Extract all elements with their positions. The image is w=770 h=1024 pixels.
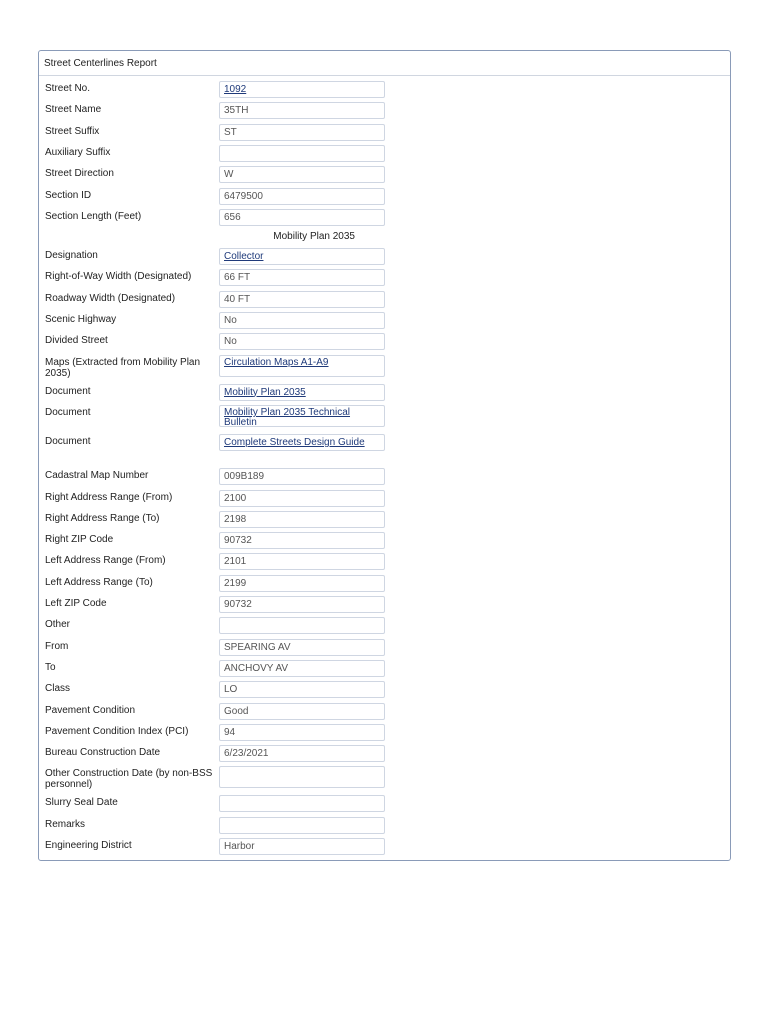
table-row: [39, 552, 730, 573]
table-row: [39, 531, 730, 552]
field-value: [219, 766, 385, 788]
field-label: Engineering District: [45, 840, 132, 851]
table-row: [39, 187, 730, 208]
field-value: [219, 355, 385, 377]
field-label: To: [45, 661, 56, 673]
field-value: [219, 248, 385, 265]
field-label: Street Direction: [45, 168, 114, 180]
table-row: [39, 404, 730, 425]
field-value: 90732: [219, 596, 385, 613]
section-mobility-plan: Mobility Plan 2035: [273, 231, 355, 243]
field-label: Left ZIP Code: [45, 598, 107, 609]
field-label: Section Length (Feet): [45, 210, 142, 222]
field-value: [219, 81, 385, 98]
field-link[interactable]: 1092: [224, 84, 247, 95]
table-row: [39, 208, 730, 229]
field-value: ST: [219, 124, 385, 141]
field-value: [219, 434, 385, 451]
table-row: [39, 354, 730, 379]
field-value: Good: [219, 703, 385, 720]
table-row: [39, 489, 730, 510]
field-value: 2100: [219, 490, 385, 507]
field-value: No: [219, 333, 385, 350]
table-row: [39, 744, 730, 765]
title-divider: [39, 75, 730, 76]
table-row: [39, 794, 730, 815]
field-label: Slurry Seal Date: [45, 797, 118, 809]
table-row: [39, 433, 730, 454]
table-row: [39, 638, 730, 659]
field-label: Street No.: [45, 83, 91, 94]
field-label: Bureau Construction Date: [45, 747, 161, 759]
field-label: Other Construction Date (by non-BSS personnel): [45, 768, 213, 791]
field-value: 009B189: [219, 468, 385, 485]
table-row: [39, 574, 730, 595]
field-label: Document: [45, 385, 91, 397]
table-row: [39, 165, 730, 186]
field-value: 2198: [219, 511, 385, 528]
field-label: Class: [45, 683, 71, 695]
field-value: 2199: [219, 575, 385, 592]
field-label: Document: [45, 406, 91, 418]
field-value: [219, 145, 385, 162]
field-value: 90732: [219, 532, 385, 549]
street-centerlines-report-panel: [38, 50, 731, 861]
field-label: Roadway Width (Designated): [45, 292, 176, 304]
table-row: [39, 659, 730, 680]
field-label: Right-of-Way Width (Designated): [45, 271, 192, 283]
field-value: W: [219, 166, 385, 183]
field-label: Pavement Condition Index (PCI): [45, 725, 189, 737]
field-label: Divided Street: [45, 335, 108, 347]
field-value: 94: [219, 724, 385, 741]
field-label: Scenic Highway: [45, 314, 117, 325]
table-row: [39, 723, 730, 744]
field-value: [219, 405, 385, 427]
table-row: [39, 247, 730, 268]
table-row: [39, 332, 730, 353]
field-value: 35TH: [219, 102, 385, 119]
field-label: Section ID: [45, 189, 92, 201]
table-row: [39, 816, 730, 837]
table-row: [39, 123, 730, 144]
field-label: Auxiliary Suffix: [45, 146, 111, 158]
report-title: Street Centerlines Report: [44, 58, 157, 69]
field-link[interactable]: Mobility Plan 2035 Technical Bulletin: [224, 406, 351, 427]
field-label: Document: [45, 435, 91, 447]
field-link[interactable]: Circulation Maps A1-A9: [224, 356, 329, 368]
field-value: 40 FT: [219, 291, 385, 308]
table-row: [39, 290, 730, 311]
table-row: [39, 101, 730, 122]
field-value: Harbor: [219, 838, 385, 855]
field-label: Street Name: [45, 104, 102, 116]
field-value: [219, 817, 385, 834]
field-label: Left Address Range (From): [45, 555, 166, 567]
field-label: Right Address Range (To): [45, 512, 160, 524]
field-label: Street Suffix: [45, 125, 100, 137]
field-value: No: [219, 312, 385, 329]
field-label: Maps (Extracted from Mobility Plan 2035): [45, 356, 201, 379]
field-value: LO: [219, 681, 385, 698]
table-row: [39, 702, 730, 723]
field-label: Other: [45, 619, 71, 631]
field-link[interactable]: Mobility Plan 2035: [224, 386, 306, 398]
table-row: [39, 765, 730, 791]
field-link[interactable]: Complete Streets Design Guide: [224, 436, 365, 448]
table-row: [39, 595, 730, 616]
field-value: 66 FT: [219, 269, 385, 286]
field-value: 2101: [219, 553, 385, 570]
table-row: [39, 383, 730, 404]
field-value: SPEARING AV: [219, 639, 385, 656]
field-value: [219, 384, 385, 401]
table-row: [39, 268, 730, 289]
field-value: 6479500: [219, 188, 385, 205]
field-label: Designation: [45, 250, 98, 262]
field-value: 6/23/2021: [219, 745, 385, 762]
field-value: 656: [219, 209, 385, 226]
field-label: Right ZIP Code: [45, 534, 114, 546]
table-row: [39, 616, 730, 637]
table-row: [39, 311, 730, 332]
field-link[interactable]: Collector: [224, 251, 264, 263]
field-label: Right Address Range (From): [45, 491, 173, 503]
table-row: [39, 144, 730, 165]
table-row: [39, 680, 730, 701]
table-row: [39, 80, 730, 101]
table-row: [39, 467, 730, 488]
field-value: [219, 617, 385, 634]
table-row: [39, 510, 730, 531]
table-row: [39, 837, 730, 858]
field-label: From: [45, 640, 69, 652]
field-label: Pavement Condition: [45, 704, 136, 716]
field-value: [219, 795, 385, 812]
field-label: Cadastral Map Number: [45, 470, 149, 482]
field-label: Remarks: [45, 818, 86, 830]
field-value: ANCHOVY AV: [219, 660, 385, 677]
field-label: Left Address Range (To): [45, 576, 153, 588]
